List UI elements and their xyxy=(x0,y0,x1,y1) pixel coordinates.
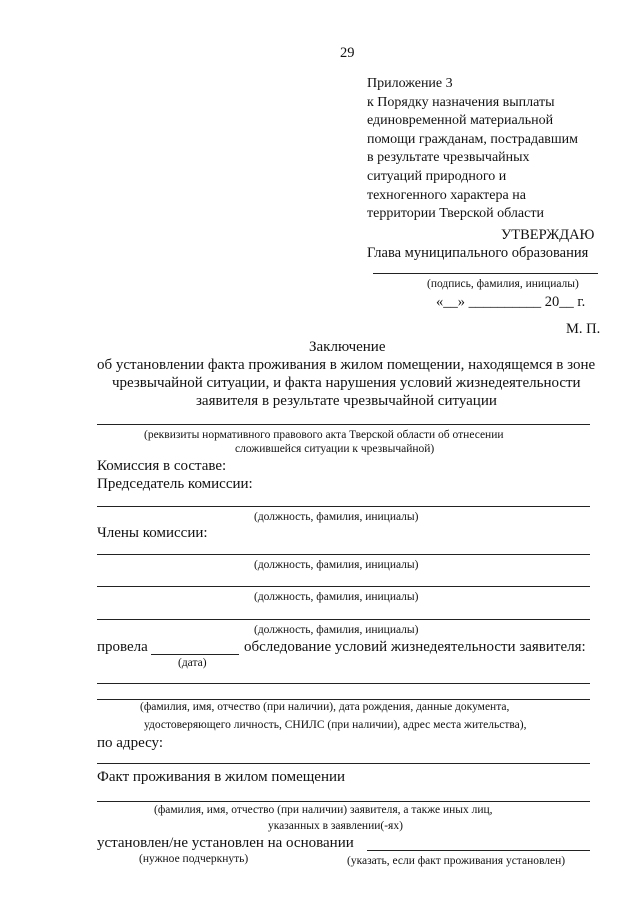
member-hint-3: (должность, фамилия, инициалы) xyxy=(254,624,419,636)
approve-heading: УТВЕРЖДАЮ xyxy=(501,227,595,243)
title-line-2: чрезвычайной ситуации, и факта нарушения условий жизнедеятельности xyxy=(112,375,581,391)
signature-line xyxy=(373,273,598,274)
chairman-label: Председатель комиссии: xyxy=(97,476,253,492)
approval-date: «__» __________ 20__ г. xyxy=(436,294,586,310)
address-line xyxy=(97,763,590,764)
appendix-line: к Порядку назначения выплаты xyxy=(367,94,555,110)
appendix-line: ситуаций природного и xyxy=(367,168,507,184)
residents-hint-1: (фамилия, имя, отчество (при наличии) заявителя, а также иных лиц, xyxy=(154,804,493,816)
residence-fact: Факт проживания в жилом помещении xyxy=(97,769,346,785)
approver-title: Глава муниципального образования xyxy=(367,245,589,261)
applicant-line-2 xyxy=(97,699,590,700)
members-label: Члены комиссии: xyxy=(97,525,208,541)
seal-label: М. П. xyxy=(566,321,601,337)
conducted-label: провела xyxy=(97,639,148,655)
member-line-3 xyxy=(97,619,590,620)
applicant-hint-2: удостоверяющего личность, СНИЛС (при наличии), адрес места жительства), xyxy=(144,719,527,731)
chairman-line xyxy=(97,506,590,507)
member-hint-2: (должность, фамилия, инициалы) xyxy=(254,591,419,603)
legal-act-hint-1: (реквизиты нормативного правового акта Тверской области об отнесении xyxy=(144,429,504,441)
address-label: по адресу: xyxy=(97,735,164,751)
title-line-3: заявителя в результате чрезвычайной ситуации xyxy=(196,393,497,409)
appendix-line: помощи гражданам, пострадавшим xyxy=(367,131,579,147)
appendix-block xyxy=(367,75,578,224)
legal-act-line xyxy=(97,424,590,425)
member-line-1 xyxy=(97,554,590,555)
appendix-line: Приложение 3 xyxy=(367,76,453,91)
applicant-hint-1: (фамилия, имя, отчество (при наличии), дата рождения, данные документа, xyxy=(140,701,510,713)
residents-hint-2: указанных в заявлении(-ях) xyxy=(268,820,403,832)
title-line-1: об установлении факта проживания в жилом помещении, находящемся в зоне xyxy=(97,357,596,373)
appendix-line: единовременной материальной xyxy=(367,113,554,129)
document-title: Заключение xyxy=(309,339,386,355)
basis-line xyxy=(367,850,590,851)
commission-composition: Комиссия в составе: xyxy=(97,458,227,474)
member-line-2 xyxy=(97,586,590,587)
legal-act-hint-2: сложившейся ситуации к чрезвычайной) xyxy=(235,443,435,455)
underline-hint: (нужное подчеркнуть) xyxy=(139,853,249,865)
survey-date-hint: (дата) xyxy=(178,657,207,669)
appendix-line: территории Тверской области xyxy=(367,206,544,222)
signature-hint: (подпись, фамилия, инициалы) xyxy=(427,278,579,290)
specify-hint: (указать, если факт проживания установлен) xyxy=(347,855,566,867)
chairman-position-hint: (должность, фамилия, инициалы) xyxy=(254,511,419,523)
appendix-line: техногенного характера на xyxy=(367,187,526,203)
survey-date-line xyxy=(151,654,239,655)
established-label: установлен/не установлен на основании xyxy=(97,835,354,851)
member-hint-1: (должность, фамилия, инициалы) xyxy=(254,559,419,571)
applicant-line-1 xyxy=(97,683,590,684)
residents-line xyxy=(97,801,590,802)
appendix-line: в результате чрезвычайных xyxy=(367,150,530,166)
page-number: 29 xyxy=(340,45,355,61)
survey-description: обследование условий жизнедеятельности заявителя: xyxy=(244,639,586,655)
